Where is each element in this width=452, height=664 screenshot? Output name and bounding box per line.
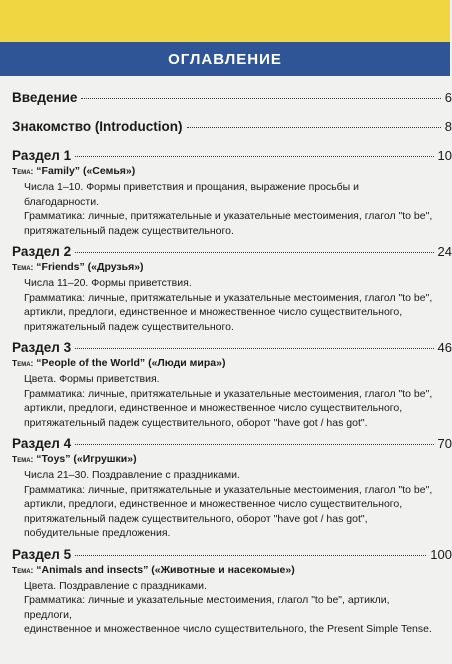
section-theme bbox=[12, 165, 452, 177]
section-description bbox=[12, 579, 434, 637]
description-line: притяжательный падеж существительного, оборот "have got / has got", bbox=[24, 512, 368, 525]
theme-text: “Friends” («Друзья») bbox=[36, 261, 144, 273]
section-page: 24 bbox=[437, 244, 452, 259]
description-line: Грамматика: личные, притяжательные и указательные местоимения, глагол "to be", bbox=[24, 291, 433, 304]
dot-leader bbox=[187, 127, 441, 128]
table-of-contents bbox=[12, 90, 452, 643]
description-line: артикли, предлоги, единственное и множественное число существительного, bbox=[24, 402, 403, 414]
description-line: Числа 1–10. Формы приветствия и прощания, выражение просьбы и благодарности. bbox=[24, 181, 360, 208]
toc-entry-section-2[interactable] bbox=[12, 244, 452, 259]
section-theme bbox=[12, 357, 452, 369]
toc-entry-page: 6 bbox=[444, 90, 452, 105]
toc-entry-section-5[interactable] bbox=[12, 547, 452, 562]
dot-leader bbox=[75, 444, 433, 445]
section-description bbox=[12, 468, 434, 541]
toc-entry-section-4[interactable] bbox=[12, 436, 452, 451]
section-title: Раздел 1 bbox=[12, 148, 72, 163]
section-page: 100 bbox=[430, 546, 452, 562]
theme-label: Тема: bbox=[12, 262, 34, 272]
description-line: артикли, предлоги, единственное и множественное число существительного, bbox=[24, 306, 403, 318]
theme-label: Тема: bbox=[12, 564, 34, 575]
description-line: Грамматика: личные, притяжательные и указательные местоимения, глагол "to be", bbox=[24, 210, 433, 222]
toc-entry-title: Знакомство (Introduction) bbox=[12, 119, 183, 134]
section-page: 10 bbox=[437, 148, 452, 163]
dot-leader bbox=[75, 555, 426, 556]
section-page: 46 bbox=[437, 340, 452, 355]
section-theme bbox=[12, 261, 452, 273]
theme-text: “Animals and insects” («Животные и насекомые») bbox=[36, 563, 295, 576]
toc-section-2 bbox=[12, 244, 452, 334]
theme-text: “People of the World” («Люди мира») bbox=[36, 357, 226, 369]
toc-section-3 bbox=[12, 340, 452, 430]
section-description bbox=[12, 180, 434, 238]
section-theme bbox=[12, 453, 452, 465]
description-line: Грамматика: личные, притяжательные и указательные местоимения, глагол "to be", bbox=[24, 483, 433, 496]
dot-leader bbox=[75, 348, 433, 349]
dot-leader bbox=[81, 98, 440, 99]
toc-section-4 bbox=[12, 436, 452, 541]
section-title: Раздел 5 bbox=[12, 546, 72, 562]
description-line: Числа 11–20. Формы приветствия. bbox=[24, 277, 192, 289]
theme-text: “Family” («Семья») bbox=[36, 165, 136, 177]
dot-leader bbox=[75, 252, 433, 253]
description-line: побудительные предложения. bbox=[24, 527, 171, 539]
section-title: Раздел 4 bbox=[12, 436, 72, 451]
description-line: притяжательный падеж существительного. bbox=[24, 224, 234, 237]
header-bar bbox=[0, 42, 450, 76]
theme-label: Тема: bbox=[12, 454, 34, 464]
toc-entry-intro[interactable] bbox=[12, 90, 452, 105]
description-line: Цвета. Поздравление с праздниками. bbox=[24, 579, 207, 592]
toc-entry-title: Введение bbox=[12, 90, 78, 105]
description-line: притяжательный падеж существительного. bbox=[24, 320, 234, 333]
top-color-band bbox=[0, 0, 450, 42]
toc-section-1 bbox=[12, 148, 452, 238]
description-line: единственное и множественное число существительного, the Present Simple Tense. bbox=[24, 623, 432, 635]
section-description bbox=[12, 372, 434, 430]
theme-label: Тема: bbox=[12, 166, 34, 176]
description-line: Числа 21–30. Поздравление с праздниками. bbox=[24, 469, 240, 481]
section-page: 70 bbox=[437, 436, 452, 451]
dot-leader bbox=[75, 156, 433, 157]
description-line: Грамматика: личные и указательные местоимения, глагол "to be", артикли, предлоги, bbox=[24, 594, 390, 621]
description-line: притяжательный падеж существительного, оборот "have got / has got". bbox=[24, 416, 368, 429]
toc-section-5 bbox=[12, 547, 452, 637]
description-line: артикли, предлоги, единственное и множественное число существительного, bbox=[24, 498, 403, 510]
toc-entry-section-1[interactable] bbox=[12, 148, 452, 163]
toc-entry-introduction[interactable] bbox=[12, 119, 452, 134]
toc-entry-page: 8 bbox=[444, 119, 452, 134]
toc-entry-section-3[interactable] bbox=[12, 340, 452, 355]
section-title: Раздел 2 bbox=[12, 244, 72, 259]
theme-text: “Toys” («Игрушки») bbox=[36, 453, 137, 465]
theme-label: Тема: bbox=[12, 358, 34, 368]
section-theme bbox=[12, 564, 452, 576]
section-description bbox=[12, 276, 434, 334]
description-line: Грамматика: личные, притяжательные и указательные местоимения, глагол "to be", bbox=[24, 387, 433, 400]
description-line: Цвета. Формы приветствия. bbox=[24, 373, 160, 385]
section-title: Раздел 3 bbox=[12, 340, 72, 355]
page-title: ОГЛАВЛЕНИЕ bbox=[168, 50, 282, 68]
